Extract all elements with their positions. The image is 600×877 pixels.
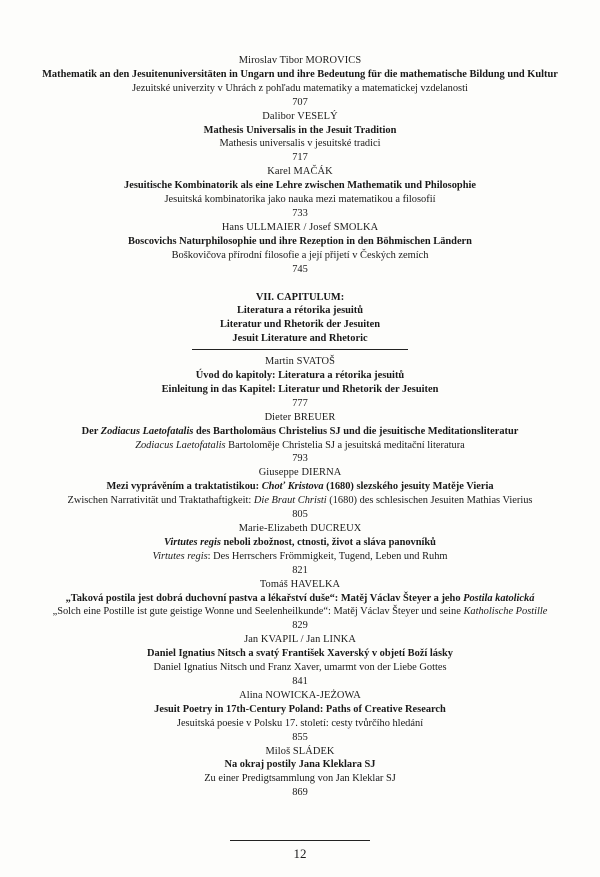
title-italic-work: Zodiacus Laetofatalis bbox=[100, 425, 194, 437]
alt-italic-work: Zodiacus Laetofatalis bbox=[135, 439, 226, 451]
entry-title bbox=[30, 480, 570, 494]
entry-page-number: 855 bbox=[292, 731, 308, 743]
toc-entry bbox=[30, 165, 570, 221]
title-suffix: (1680) slezského jesuity Matěje Vieria bbox=[323, 481, 494, 493]
entry-page-number: 841 bbox=[292, 675, 308, 687]
chapter-title-english: Jesuit Literature and Rhetoric bbox=[232, 333, 368, 345]
title-italic-work: Postila katolická bbox=[463, 592, 535, 604]
entry-title bbox=[30, 592, 570, 606]
entry-page-number: 745 bbox=[292, 263, 308, 275]
toc-entry bbox=[30, 355, 570, 411]
entry-title: Mathematik an den Jesuitenuniversitäten in Ungarn und ihre Bedeutung für die mathematische Bildung und Kultur bbox=[42, 68, 558, 80]
table-of-contents bbox=[30, 54, 570, 800]
entry-title-german: Einleitung in das Kapitel: Literatur und Rhetorik der Jesuiten bbox=[161, 383, 439, 395]
toc-entry bbox=[30, 689, 570, 745]
entry-title: Daniel Ignatius Nitsch a svatý František Xaverský v objetí Boží lásky bbox=[147, 648, 453, 660]
entry-page-number: 869 bbox=[292, 787, 308, 799]
chapter-heading bbox=[192, 291, 408, 351]
alt-prefix: Zwischen Narrativität und Traktathaftigkeit: bbox=[67, 495, 254, 507]
entry-translated-title: Jezuitské univerzity v Uhrách z pohľadu matematiky a matematickej vzdelanosti bbox=[132, 82, 468, 94]
entry-title bbox=[30, 425, 570, 439]
entry-author: Miroslav Tibor MOROVICS bbox=[238, 55, 362, 66]
title-suffix: des Bartholomäus Christelius SJ und die jesuitische Meditationsliteratur bbox=[193, 425, 519, 437]
entry-author: Dieter BREUER bbox=[264, 411, 336, 423]
toc-entry bbox=[30, 466, 570, 522]
alt-suffix: (1680) des schlesischen Jesuiten Mathias Vierius bbox=[326, 495, 533, 507]
entry-translated-title: Daniel Ignatius Nitsch und Franz Xaver, umarmt von der Liebe Gottes bbox=[153, 662, 447, 674]
entry-translated-title: Zu einer Predigtsammlung von Jan Kleklar SJ bbox=[204, 773, 396, 785]
entry-author: Marie-Elizabeth DUCREUX bbox=[238, 523, 362, 534]
entry-page-number: 793 bbox=[292, 453, 308, 465]
entry-title: Jesuitische Kombinatorik als eine Lehre zwischen Mathematik und Philosophie bbox=[124, 180, 476, 192]
entry-page-number: 777 bbox=[292, 397, 308, 409]
title-italic-work: Choť Kristova bbox=[261, 481, 324, 493]
entry-page-number: 805 bbox=[292, 509, 308, 521]
entry-author: Dalibor VESELÝ bbox=[262, 110, 338, 122]
entry-author: Hans ULLMAIER / Josef SMOLKA bbox=[221, 221, 379, 233]
entry-page-number: 717 bbox=[292, 152, 308, 164]
toc-entry bbox=[30, 745, 570, 801]
title-suffix: neboli zbožnost, ctnosti, život a sláva panovníků bbox=[220, 536, 436, 548]
entry-author: Jan KVAPIL / Jan LINKA bbox=[244, 634, 356, 646]
entry-translated-title: Mathesis universalis v jesuitské tradici bbox=[219, 138, 381, 150]
footer-divider bbox=[230, 840, 370, 841]
entry-title: Mathesis Universalis in the Jesuit Tradition bbox=[203, 124, 397, 136]
entry-page-number: 821 bbox=[292, 564, 308, 576]
entry-translated-title: Boškovičova přírodní filosofie a její přijetí v Českých zemích bbox=[171, 249, 429, 261]
entry-translated-title: Jesuitská kombinatorika jako nauka mezi matematikou a filosofií bbox=[164, 194, 436, 206]
toc-entry bbox=[30, 522, 570, 578]
entry-title: Boscovichs Naturphilosophie und ihre Rezeption in den Böhmischen Ländern bbox=[128, 235, 472, 247]
alt-italic-work: Katholische Postille bbox=[463, 606, 548, 618]
entry-translated-title bbox=[30, 439, 570, 453]
toc-entry bbox=[30, 411, 570, 467]
entry-author: Martin SVATOŠ bbox=[265, 356, 335, 368]
entry-author: Karel MAČÁK bbox=[267, 166, 333, 178]
alt-prefix: „Solch eine Postille ist gute geistige Wonne und Seelenheilkunde“: Matěj Václav Šteyer und seine bbox=[52, 606, 464, 618]
title-italic-work: Virtutes regis bbox=[164, 536, 221, 548]
entry-author: Miloš SLÁDEK bbox=[265, 745, 335, 757]
entry-author: Alina NOWICKA-JEŻOWA bbox=[239, 689, 361, 701]
chapter-title-czech: Literatura a rétorika jesuitů bbox=[236, 305, 364, 317]
entry-translated-title bbox=[30, 605, 570, 619]
title-prefix: Mezi vyprávěním a traktatistikou: bbox=[106, 481, 262, 493]
toc-entry bbox=[30, 633, 570, 689]
alt-suffix: Bartoloměje Christelia SJ a jesuitská meditační literatura bbox=[225, 439, 465, 451]
toc-entry bbox=[30, 54, 570, 110]
entry-translated-title bbox=[30, 550, 570, 564]
alt-suffix: : Des Herrschers Frömmigkeit, Tugend, Leben und Ruhm bbox=[207, 550, 448, 562]
chapter-title-german: Literatur und Rhetorik der Jesuiten bbox=[219, 319, 381, 331]
entry-translated-title: Jesuitská poesie v Polsku 17. století: cesty tvůrčího hledání bbox=[176, 717, 424, 729]
toc-entry bbox=[30, 578, 570, 634]
entry-page-number: 829 bbox=[292, 620, 308, 632]
entry-author: Giuseppe DIERNA bbox=[258, 467, 342, 479]
entry-author: Tomáš HAVELKA bbox=[259, 578, 341, 590]
entry-title: Úvod do kapitoly: Literatura a rétorika jesuitů bbox=[195, 370, 405, 382]
toc-entry bbox=[30, 221, 570, 277]
toc-entry bbox=[30, 110, 570, 166]
alt-italic-work: Virtutes regis bbox=[152, 550, 208, 562]
entry-title: Jesuit Poetry in 17th-Century Poland: Paths of Creative Research bbox=[154, 703, 446, 715]
entry-title: Na okraj postily Jana Kleklara SJ bbox=[224, 759, 376, 771]
entry-page-number: 733 bbox=[292, 207, 308, 219]
entry-title bbox=[30, 536, 570, 550]
entry-page-number: 707 bbox=[292, 96, 308, 108]
alt-italic-work: Die Braut Christi bbox=[253, 495, 327, 507]
title-prefix: Der bbox=[81, 425, 101, 437]
chapter-number: VII. CAPITULUM: bbox=[255, 291, 345, 303]
entry-translated-title bbox=[30, 494, 570, 508]
page-folio: 12 bbox=[293, 846, 307, 861]
title-prefix: „Taková postila jest dobrá duchovní pastva a lékařství duše“: Matěj Václav Šteyer a jeho bbox=[65, 592, 464, 604]
